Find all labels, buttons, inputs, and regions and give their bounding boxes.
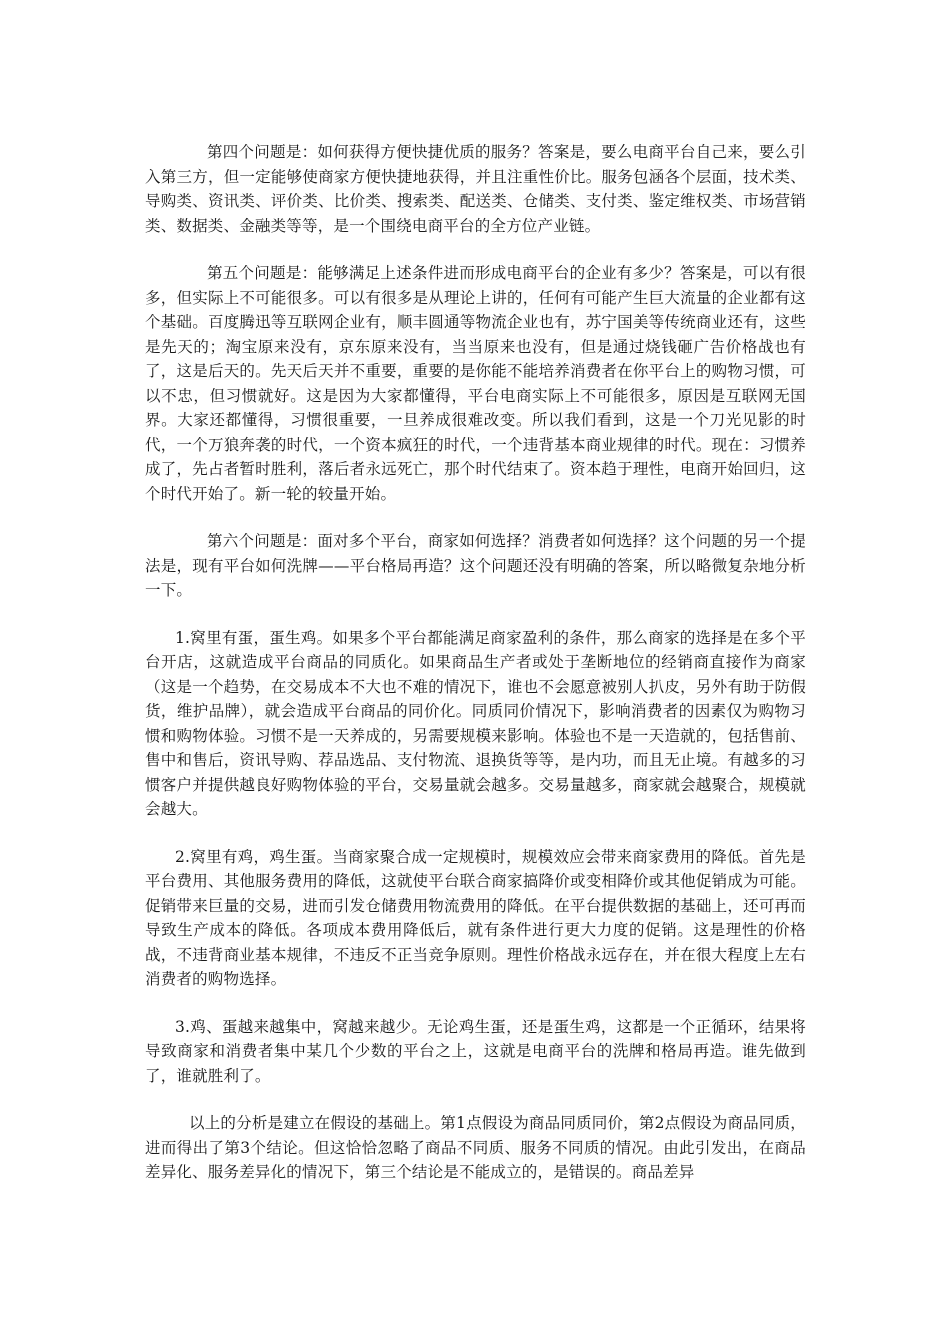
paragraph-gap bbox=[145, 238, 806, 261]
document-body bbox=[145, 140, 806, 1185]
paragraph-gap bbox=[145, 603, 806, 626]
paragraph-point-one: 1.窝里有蛋，蛋生鸡。如果多个平台都能满足商家盈利的条件，那么商家的选择是在多个平台开店，这就造成平台商品的同质化。如果商品生产者或处于垄断地位的经销商直接作为商家（这是一个趋势，在交易成本不大也不难的情况下，谁也不会愿意被别人扒皮，另外有助于防假货，维护品牌），就会造成平台商品的同价化。同质同价情况下，影响消费者的因素仅为购物习惯和购物体验。习惯不是一天养成的，另需要规模来影响。体验也不是一天造就的，包括售前、售中和售后，资讯导购、荐品选品、支付物流、退换货等等，是内功，而且无止境。有越多的习惯客户并提供越良好购物体验的平台，交易量就会越多。交易量越多，商家就会越聚合，规模就会越大。 bbox=[145, 628, 806, 818]
paragraph-gap bbox=[145, 822, 806, 845]
paragraph-gap bbox=[145, 1088, 806, 1111]
paragraph-analysis: 以上的分析是建立在假设的基础上。第1点假设为商品同质同价，第2点假设为商品同质，进而得出了第3个结论。但这恰恰忽略了商品不同质、服务不同质的情况。由此引发出，在商品差异化、服务差异化的情况下，第三个结论是不能成立的，是错误的。商品差异 bbox=[145, 1114, 806, 1181]
paragraph-gap bbox=[145, 992, 806, 1015]
paragraph-point-two: 2.窝里有鸡，鸡生蛋。当商家聚合成一定规模时，规模效应会带来商家费用的降低。首先是平台费用、其他服务费用的降低，这就使平台联合商家搞降价或变相降价或其他促销成为可能。促销带来巨量的交易，进而引发仓储费用物流费用的降低。在平台提供数据的基础上，还可再而导致生产成本的降低。各项成本费用降低后，就有条件进行更大力度的促销。这是理性的价格战，不违背商业基本规律，不违反不正当竞争原则。理性价格战永远存在，并在很大程度上左右消费者的购物选择。 bbox=[145, 847, 806, 988]
paragraph-question-four: 第四个问题是：如何获得方便快捷优质的服务？答案是，要么电商平台自己来，要么引入第三方，但一定能够使商家方便快捷地获得，并且注重性价比。服务包涵各个层面，技术类、导购类、资讯类、评价类、比价类、搜索类、配送类、仓储类、支付类、鉴定维权类、市场营销类、数据类、金融类等等，是一个围绕电商平台的全方位产业链。 bbox=[145, 143, 806, 235]
paragraph-question-six: 第六个问题是：面对多个平台，商家如何选择？消费者如何选择？这个问题的另一个提法是，现有平台如何洗牌——平台格局再造？这个问题还没有明确的答案，所以略微复杂地分析一下。 bbox=[145, 532, 806, 599]
paragraph-gap bbox=[145, 506, 806, 529]
paragraph-point-three: 3.鸡、蛋越来越集中，窝越来越少。无论鸡生蛋，还是蛋生鸡，这都是一个正循环，结果将导致商家和消费者集中某几个少数的平台之上，这就是电商平台的洗牌和格局再造。谁先做到了，谁就胜利了。 bbox=[145, 1017, 806, 1085]
paragraph-question-five: 第五个问题是：能够满足上述条件进而形成电商平台的企业有多少？答案是，可以有很多，但实际上不可能很多。可以有很多是从理论上讲的，任何有可能产生巨大流量的企业都有这个基础。百度腾迅等互联网企业有，顺丰圆通等物流企业也有，苏宁国美等传统商业还有，这些是先天的；淘宝原来没有，京东原来没有，当当原来也没有，但是通过烧钱砸广告价格战也有了，这是后天的。先天后天并不重要，重要的是你能不能培养消费者在你平台上的购物习惯，可以不忠，但习惯就好。这是因为大家都懂得，平台电商实际上不可能很多，原因是互联网无国界。大家还都懂得，习惯很重要，一旦养成很难改变。所以我们看到，这是一个刀光见影的时代，一个万狼奔袭的时代，一个资本疯狂的时代，一个违背基本商业规律的时代。现在：习惯养成了，先占者暂时胜利，落后者永远死亡，那个时代结束了。资本趋于理性，电商开始回归，这个时代开始了。新一轮的较量开始。 bbox=[145, 264, 806, 503]
